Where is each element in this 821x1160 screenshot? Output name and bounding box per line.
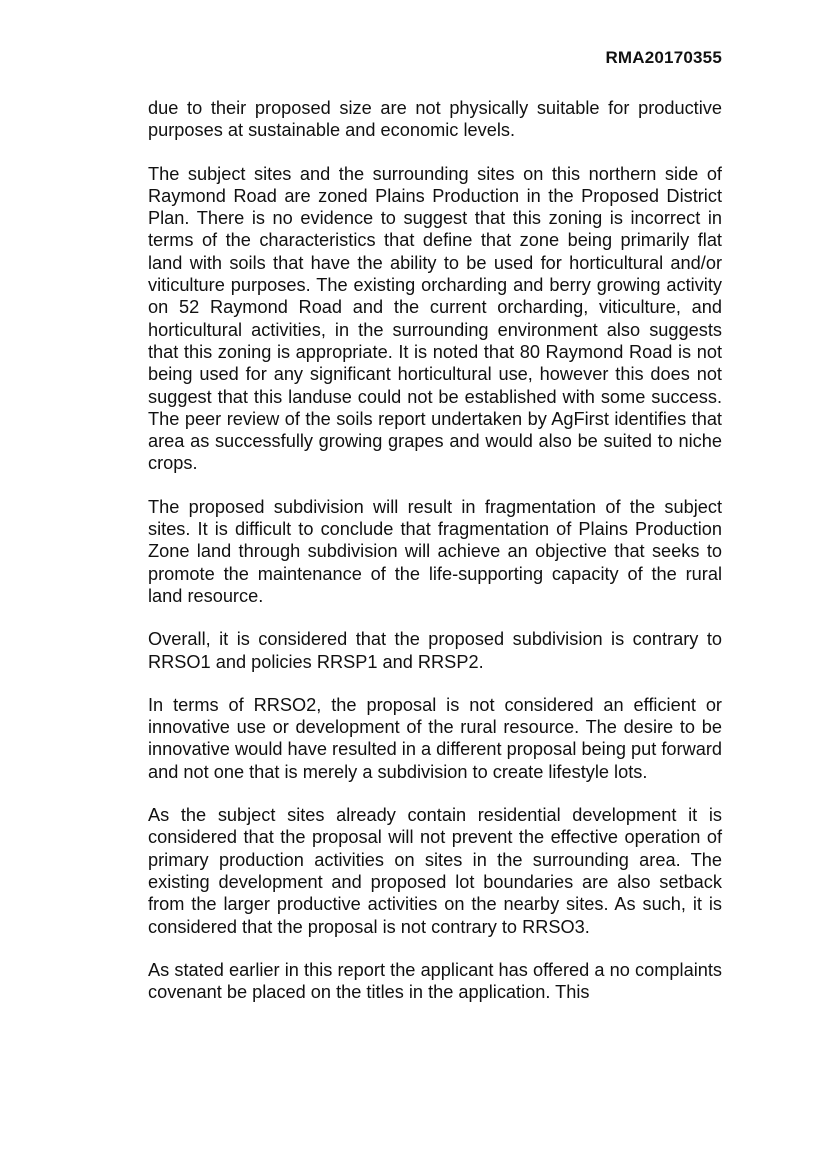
paragraph-rrso2: In terms of RRSO2, the proposal is not considered an efficient or innovative use or development of the rural resource. The desire to be innovative would have resulted in a different proposal being put forward and not one that is merely a subdivision to create lifestyle lots. — [148, 694, 722, 782]
document-body — [148, 97, 722, 1024]
paragraph-covenant: As stated earlier in this report the applicant has offered a no complaints covenant be placed on the titles in the application. This — [148, 959, 722, 1003]
paragraph-rrso3: As the subject sites already contain residential development it is considered that the proposal will not prevent the effective operation of primary production activities on sites in the surrounding area. The existing development and proposed lot boundaries are also setback from the larger productive activities on the nearby sites. As such, it is considered that the proposal is not contrary to RRSO3. — [148, 805, 722, 937]
paragraph-continuation: due to their proposed size are not physically suitable for productive purposes at sustainable and economic levels. — [148, 98, 722, 141]
paragraph-overall-rrso1: Overall, it is considered that the proposed subdivision is contrary to RRSO1 and policies RRSP1 and RRSP2. — [148, 629, 722, 672]
document-reference-number: RMA20170355 — [605, 48, 722, 67]
paragraph-zoning: The subject sites and the surrounding sites on this northern side of Raymond Road are zoned Plains Production in the Proposed District Plan. There is no evidence to suggest that this zoning is incorrect in terms of the characteristics that define that zone being primarily flat land with soils that have the ability to be used for horticultural and/or viticulture purposes. The existing orcharding and berry growing activity on 52 Raymond Road and the current orcharding, viticulture, and horticultural activities, in the surrounding environment also suggests that this zoning is appropriate. It is noted that 80 Raymond Road is not being used for any significant horticultural use, however this does not suggest that this landuse could not be established with some success. The peer review of the soils report undertaken by AgFirst identifies that area as successfully growing grapes and would also be suited to niche crops. — [148, 163, 722, 474]
paragraph-fragmentation: The proposed subdivision will result in fragmentation of the subject sites. It is difficult to conclude that fragmentation of Plains Production Zone land through subdivision will achieve an objective that seeks to promote the maintenance of the life-supporting capacity of the rural land resource. — [148, 496, 722, 606]
